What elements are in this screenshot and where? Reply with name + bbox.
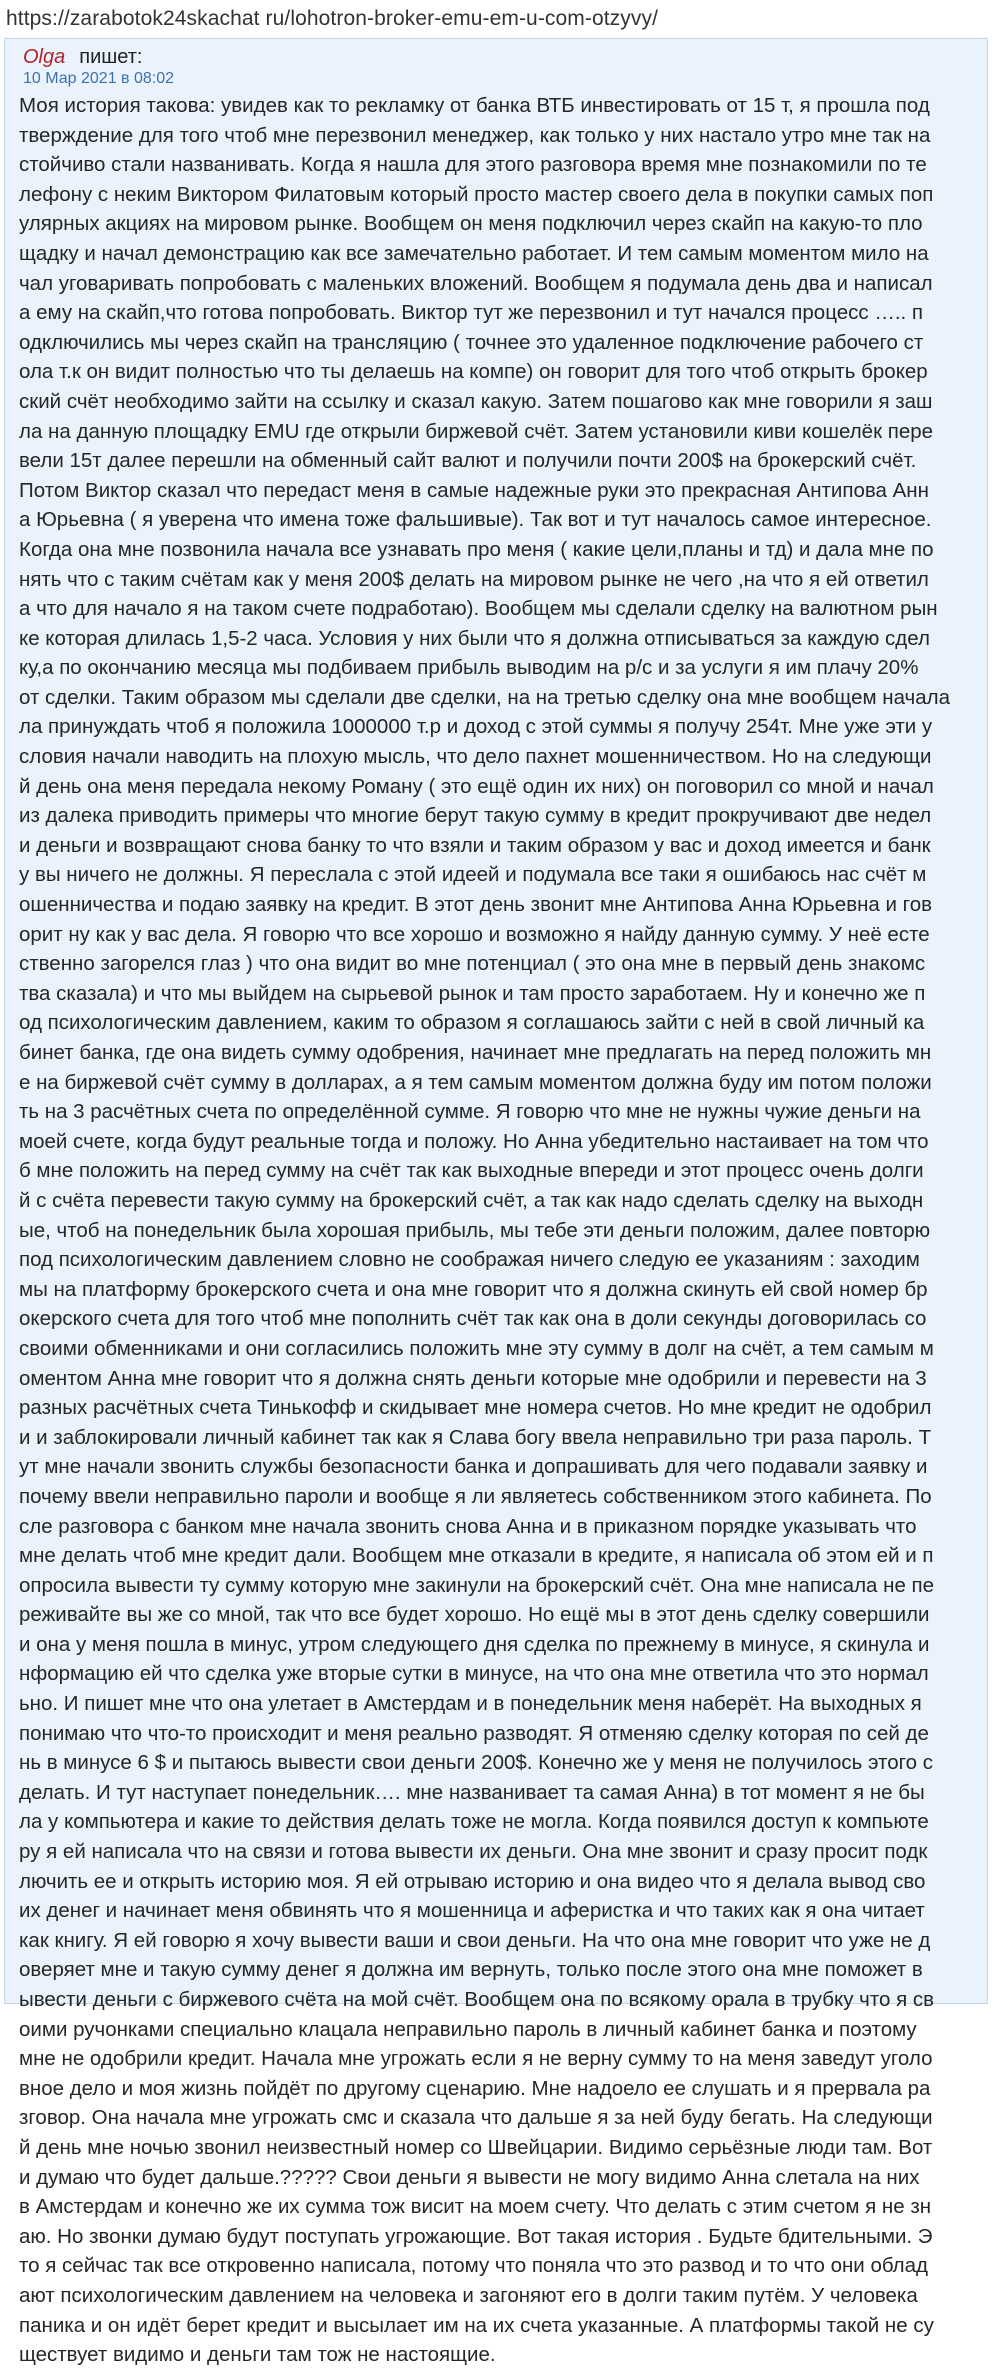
- comment-line: окерского счета для того чтоб мне пополнить счёт так как она в доли секунды договорилась со: [19, 1307, 927, 1331]
- comment-line: аю. Но звонки думаю будут поступать угрожающие. Вот такая история . Будьте бдительными. Э: [19, 2224, 933, 2248]
- comment-line: ые, чтоб на понедельник была хорошая прибыль, мы тебе эти деньги положим, далее повторю: [19, 1218, 931, 1242]
- comment-line: словия начали наводить на плохую мысль, что дело пахнет мошенничеством. Но на следующи: [19, 745, 932, 769]
- comment-date: 10 Мар 2021 в 08:02: [23, 70, 175, 87]
- comment-line: мне делать чтоб мне кредит дали. Вообщем мне отказали в кредите, я написала об этом ей и п: [19, 1544, 934, 1568]
- comment-line: ку,а по окончанию месяца мы подбиваем прибыль выводим на р/с и за услуги я им плачу 20%: [19, 656, 919, 680]
- comment-line: лючить ее и открыть историю моя. Я ей отрываю историю и она видео что я делала вывод сво: [19, 1869, 926, 1893]
- comment-line: щадку и начал демонстрацию как все замечательно работает. И тем самым моментом мило на: [19, 241, 929, 265]
- comment-line: реживайте вы же со мной, так что все будет хорошо. Но ещё мы в этот день сделку совершили: [19, 1603, 930, 1627]
- comment-line: а что для начало я на таком счете подработаю). Вообщем мы сделали сделку на валютном рын: [19, 597, 938, 621]
- comment-line: оверяет мне и такую сумму денег я должна им вернуть, только после этого она мне поможет в: [19, 1958, 923, 1982]
- page-url: https://zarabotok24skachat ru/lohotron-broker-emu-em-u-com-otzyvy/: [6, 7, 659, 30]
- comment-line: и она у меня пошла в минус, утром следующего дня сделка по прежнему в минусе, я скинула и: [19, 1632, 930, 1656]
- comment-line: в Амстердам и конечно же их сумма тож висит на моем счету. Что делать с этим счетом я не зн: [19, 2195, 932, 2219]
- comment-line: у вы ничего не должны. Я переслала с этой идеей и подумала все таки я ошибаюсь нас счёт м: [19, 863, 927, 887]
- comment-line: их денег и начинает меня обвинять что я мошенница и аферистка и что таких как я она читает: [19, 1899, 925, 1923]
- comment-line: ла на данную площадку EMU где открыли биржевой счёт. Затем установили киви кошелёк пере: [19, 419, 934, 443]
- comment-line: ский счёт необходимо зайти на ссылку и сказал какую. Затем пошагово как мне говорили я заш: [19, 389, 933, 413]
- comment-line: ке которая длилась 1,5-2 часа. Условия у них были что я должна отписываться за каждую сдел: [19, 626, 930, 650]
- comment-line: й с счёта перевести такую сумму на брокерский счёт, а так как надо сделать сделку на выходн: [19, 1188, 924, 1212]
- comment-line: делать. И тут наступает понедельник…. мне названивает та самая Анна) в тот момент я не бы: [19, 1780, 925, 1804]
- comment-line: ру я ей написала что на связи и готова вывести их деньги. Она мне звонит и сразу просит подк: [19, 1840, 928, 1864]
- comment-line: мне не одобрили кредит. Начала мне угрожать если я не верну сумму то на меня заведут уголо: [19, 2047, 933, 2071]
- comment-line: ут мне начали звонить службы безопасности банка и допрашивать для чего подавали заявку и: [19, 1455, 928, 1479]
- comment-line: одключились мы через скайп на трансляцию ( точнее это удаленное подключение рабочего ст: [19, 330, 924, 354]
- comment-line: ошенничества и подаю заявку на кредит. В этот день звонит мне Антипова Анна Юрьевна и гов: [19, 893, 932, 917]
- comment-card: [4, 38, 988, 2367]
- comment-line: зговор. Она начала мне угрожать смс и сказала что дальше я за ней буду бегать. На следующи: [19, 2106, 933, 2130]
- comment-line: й день мне ночью звонил неизвестный номер со Швейцарии. Видимо серьёзные люди там. Вот: [19, 2135, 933, 2159]
- comment-line: Потом Виктор сказал что передаст меня в самые надежные руки это прекрасная Антипова Анн: [19, 478, 929, 502]
- comment-line: ла у компьютера и какие то действия делать тоже не могла. Когда появился доступ к компьюте: [19, 1810, 929, 1834]
- comment-line: под психологическим давлением словно не соображая ничего следую ее указаниям : заходим: [19, 1248, 920, 1272]
- comment-line: разных расчётных счета Тинькофф и скидывает мне номера счетов. Но мне кредит не одобрил: [19, 1396, 932, 1420]
- comment-line: вели 15т далее перешли на обменный сайт валют и получили почти 200$ на брокерский счёт.: [19, 449, 917, 473]
- comment-line: ственно загорелся глаз ) что она видит во мне потенциал ( это она мне в первый день знакомс: [19, 952, 926, 976]
- comment-line: ть на 3 расчётных счета по определённой сумме. Я говорю что мне не нужны чужие деньги на: [19, 1100, 921, 1124]
- comment-line: и деньги и возвращают снова банку то что взяли и таким образом у вас и доход имеется и банк: [19, 833, 931, 857]
- comment-line: почему ввели неправильно пароли и вообще я ли являетесь собственником этого кабинета. По: [19, 1484, 932, 1508]
- comment-line: ла принуждать чтоб я положила 1000000 т.р и доход с этой суммы я получу 254т. Мне уже эти у: [19, 715, 933, 739]
- comment-line: б мне положить на перед сумму на счёт так как выходные впереди и этот процесс очень долги: [19, 1159, 924, 1183]
- author-line: [23, 45, 174, 69]
- comment-line: понимаю что что-то происходит и меня реально разводят. Я отменяю сделку которая по сей де: [19, 1721, 929, 1745]
- comment-line: своими обменниками и они согласились положить мне эту сумму в долг на счёт, а тем самым м: [19, 1336, 934, 1360]
- comment-line: моей счете, когда будут реальные тогда и положу. Но Анна убедительно настаивает на том что: [19, 1129, 929, 1153]
- comment-line: от сделки. Таким образом мы сделали две сделки, на на третью сделку она мне вообщем начала: [19, 685, 950, 709]
- comment-line: и и заблокировали личный кабинет так как я Слава богу ввела неправильно три раза пароль. Т: [19, 1425, 932, 1449]
- comment-line: од психологическим давлением, каким то образом я соглашаюсь зайти с ней в свой личный ка: [19, 1011, 925, 1035]
- comment-line: вное дело и моя жизнь пойдёт по другому сценарию. Мне надоело ее слушать и я прервала ра: [19, 2076, 931, 2100]
- comment-line: е на биржевой счёт сумму в долларах, а я тем самым моментом должна буду им потом положи: [19, 1070, 932, 1094]
- comment-line: нь в минусе 6 $ и пытаюсь вывести свои деньги 200$. Конечно же у меня не получилось этого с: [19, 1751, 933, 1775]
- comment-line: Моя история такова: увидев как то рекламку от банка ВТБ инвестировать от 15 т, я прошла под: [19, 94, 930, 117]
- comment-line: ьно. И пишет мне что она улетает в Амстердам и в понедельник меня наберёт. На выходных я: [19, 1692, 922, 1716]
- comment-line: ают психологическим давлением на человека и загоняют его в долги таким путём. У человека: [19, 2283, 918, 2307]
- comment-line: а ему на скайп,что готова попробовать. Виктор тут же перезвонил и тут начался процесс ….. п: [19, 301, 924, 325]
- comment-header: [23, 45, 174, 89]
- comment-line: то я сейчас так все откровенно написала, потому что поняла что это развод и то что они облад: [19, 2254, 928, 2278]
- comment-line: оими ручонками специально клацала неправильно пароль в личный кабинет банка и поэтому: [19, 2017, 917, 2041]
- comment-line: чал уговаривать попробовать с маленьких вложений. Вообщем я подумала день два и написал: [19, 271, 933, 295]
- comment-line: Когда она мне позвонила начала все узнавать про меня ( какие цели,планы и тд) и дала мне по: [19, 537, 934, 561]
- comment-line: ола т.к он видит полностью что ты делаешь на компе) он говорит для того чтоб открыть брокер: [19, 360, 928, 384]
- comment-line: из далека приводить примеры что многие берут такую сумму в кредит прокручивают две недел: [19, 804, 932, 828]
- author-verb: пишет:: [79, 46, 143, 68]
- comment-line: бинет банка, где она видеть сумму одобрения, начинает мне предлагать на перед положить мн: [19, 1041, 932, 1064]
- comment-line: орит ну как у вас дела. Я говорю что все хорошо и возможно я найду данную сумму. У неё есте: [19, 922, 930, 946]
- comment-line: тверждение для того чтоб мне перезвонил менеджер, как только у них настало утро мне так на: [19, 123, 931, 147]
- comment-line: лефону с неким Виктором Филатовым который просто мастер своего дела в покупки самых поп: [19, 182, 934, 206]
- comment-line: а Юрьевна ( я уверена что имена тоже фальшивые). Так вот и тут началось самое интересное.: [19, 508, 932, 532]
- comment-line: нформацию ей что сделка уже вторые сутки в минусе, на что она мне ответила что это нормал: [19, 1662, 929, 1686]
- comment-line: и думаю что будет дальше.????? Свои деньги я вывести не могу видимо Анна слетала на них: [19, 2165, 920, 2189]
- comment-line: й день она меня передала некому Роману ( это ещё один их них) он поговорил со мной и начал: [19, 774, 934, 798]
- comment-line: нять что с таким счётам как у меня 200$ делать на мировом рынке не чего ,на что я ей ответил: [19, 567, 929, 591]
- comment-line: сле разговора с банком мне начала звонить снова Анна и в приказном порядке указывать что: [19, 1514, 917, 1538]
- comment-line: мы на платформу брокерского счета и она мне говорит что я должна скинуть ей свой номер бр: [19, 1277, 928, 1301]
- comment-line: ществует видимо и деньги там тож не настоящие.: [19, 2343, 496, 2367]
- comment-line: улярных акциях на мировом рынке. Вообщем он меня подключил через скайп на какую-то пло: [19, 212, 923, 236]
- comment-line: опросила вывести ту сумму которую мне закинули на брокерский счёт. Она мне написала не пе: [19, 1573, 935, 1597]
- comment-line: как книгу. Я ей говорю я хочу вывести ваши и свои деньги. На что она мне говорит что уже не д: [19, 1928, 931, 1952]
- author-link[interactable]: Olga: [23, 46, 66, 68]
- comment-line: паника и он идёт берет кредит и высылает им на их счета указанные. А платформы такой не су: [19, 2313, 934, 2337]
- comment-line: оментом Анна мне говорит что я должна снять деньги которые мне одобрили и перевести на 3: [19, 1366, 927, 1390]
- comment-line: тва сказала) и что мы выйдем на сырьевой рынок и там просто заработаем. Ну и конечно же п: [19, 981, 926, 1005]
- comment-line: стойчиво стали названивать. Когда я нашла для этого разговора время мне познакомили по те: [19, 153, 927, 177]
- comment-text: [19, 91, 979, 2370]
- comment-line: ывести деньги с биржевого счёта на мой счёт. Вообщем она по всякому орала в трубку что я св: [19, 1988, 935, 2011]
